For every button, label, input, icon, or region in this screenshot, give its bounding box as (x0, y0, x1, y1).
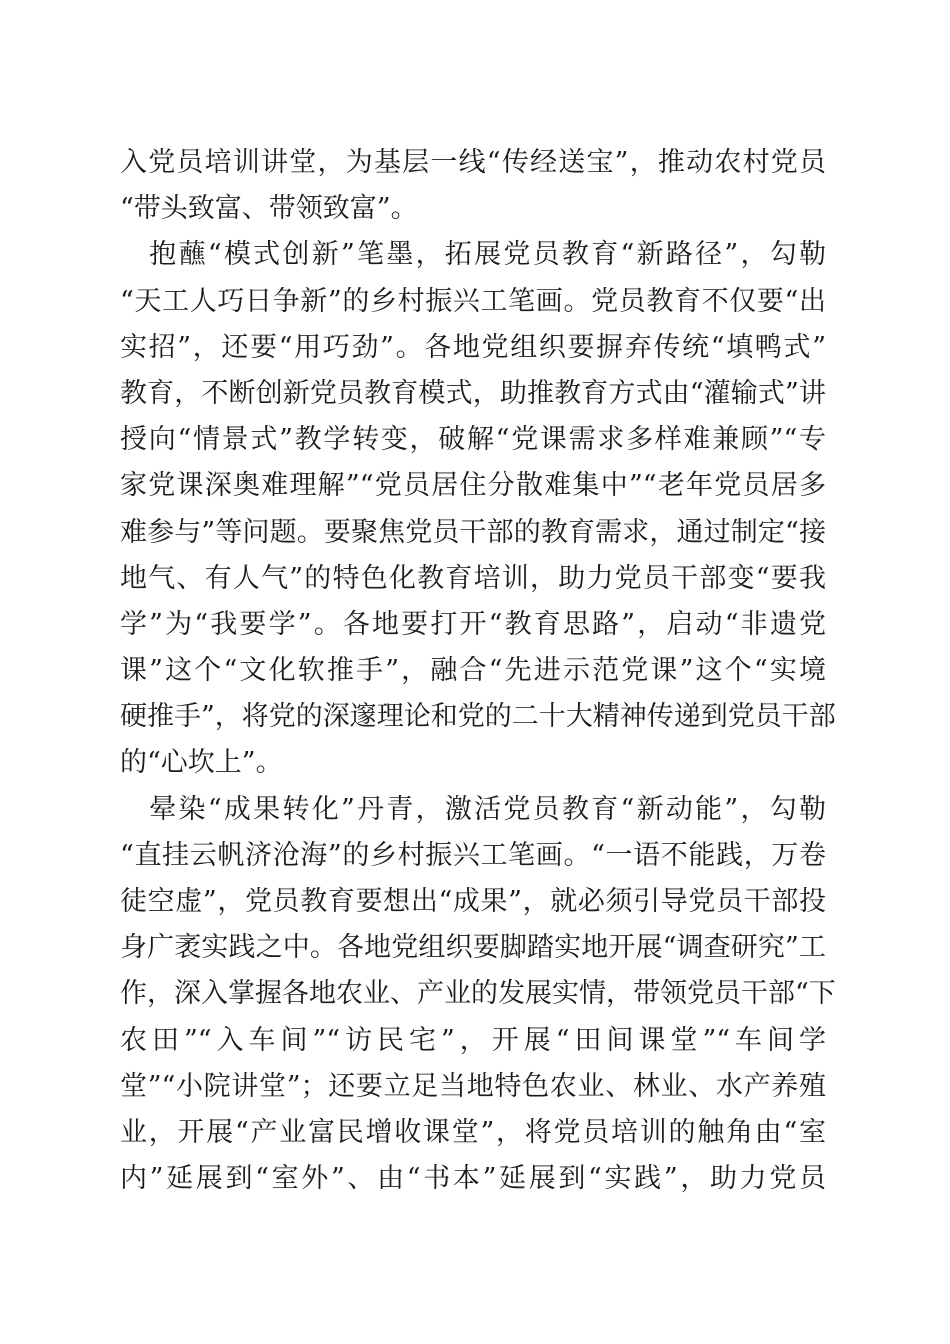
text-line: 学”为“我要学”。各地要打开“教育思路”，启动“非遗党 (120, 608, 826, 640)
text-line: 地气、有人气”的特色化教育培训，助力党员干部变“要我 (120, 562, 826, 594)
text-line: 家党课深奥难理解”“党员居住分散难集中”“老年党员居多 (120, 470, 826, 502)
text-line: 内”延展到“室外”、由“书本”延展到“实践”，助力党员 (120, 1163, 826, 1195)
text-line: “带头致富、带领致富”。 (120, 193, 418, 225)
text-line: 课”这个“文化软推手”，融合“先进示范党课”这个“实境 (120, 655, 826, 687)
document-page (120, 140, 836, 1202)
text-line: 身广袤实践之中。各地党组织要脚踏实地开展“调查研究”工 (120, 932, 826, 964)
text-line: 硬推手”，将党的深邃理论和党的二十大精神传递到党员干部 (120, 701, 836, 733)
text-line: 作，深入掌握各地农业、产业的发展实情，带领党员干部“下 (120, 978, 836, 1010)
text-line: 入党员培训讲堂，为基层一线“传经送宝”，推动农村党员 (120, 147, 826, 178)
text-line: 徒空虚”，党员教育要想出“成果”，就必须引导党员干部投 (120, 886, 826, 917)
text-line: 抱蘸“模式创新”笔墨，拓展党员教育“新路径”，勾勒 (120, 239, 826, 271)
text-line: 堂”“小院讲堂”；还要立足当地特色农业、林业、水产养殖 (120, 1070, 826, 1102)
text-line: “天工人巧日争新”的乡村振兴工笔画。党员教育不仅要“出 (120, 285, 826, 317)
text-line: 的“心坎上”。 (120, 747, 283, 779)
text-line: 业，开展“产业富民增收课堂”，将党员培训的触角由“室 (120, 1116, 826, 1148)
text-line: 实招”，还要“用巧劲”。各地党组织要摒弃传统“填鸭式” (120, 331, 826, 363)
text-line: 教育，不断创新党员教育模式，助推教育方式由“灌输式”讲 (120, 377, 826, 409)
text-line: 农田”“入车间”“访民宅”，开展“田间课堂”“车间学 (120, 1024, 826, 1056)
text-line: 难参与”等问题。要聚焦党员干部的教育需求，通过制定“接 (120, 516, 826, 548)
text-line: 晕染“成果转化”丹青，激活党员教育“新动能”，勾勒 (120, 793, 826, 825)
text-line: 授向“情景式”教学转变，破解“党课需求多样难兼顾”“专 (120, 424, 826, 456)
text-line: “直挂云帆济沧海”的乡村振兴工笔画。“一语不能践，万卷 (120, 839, 826, 871)
